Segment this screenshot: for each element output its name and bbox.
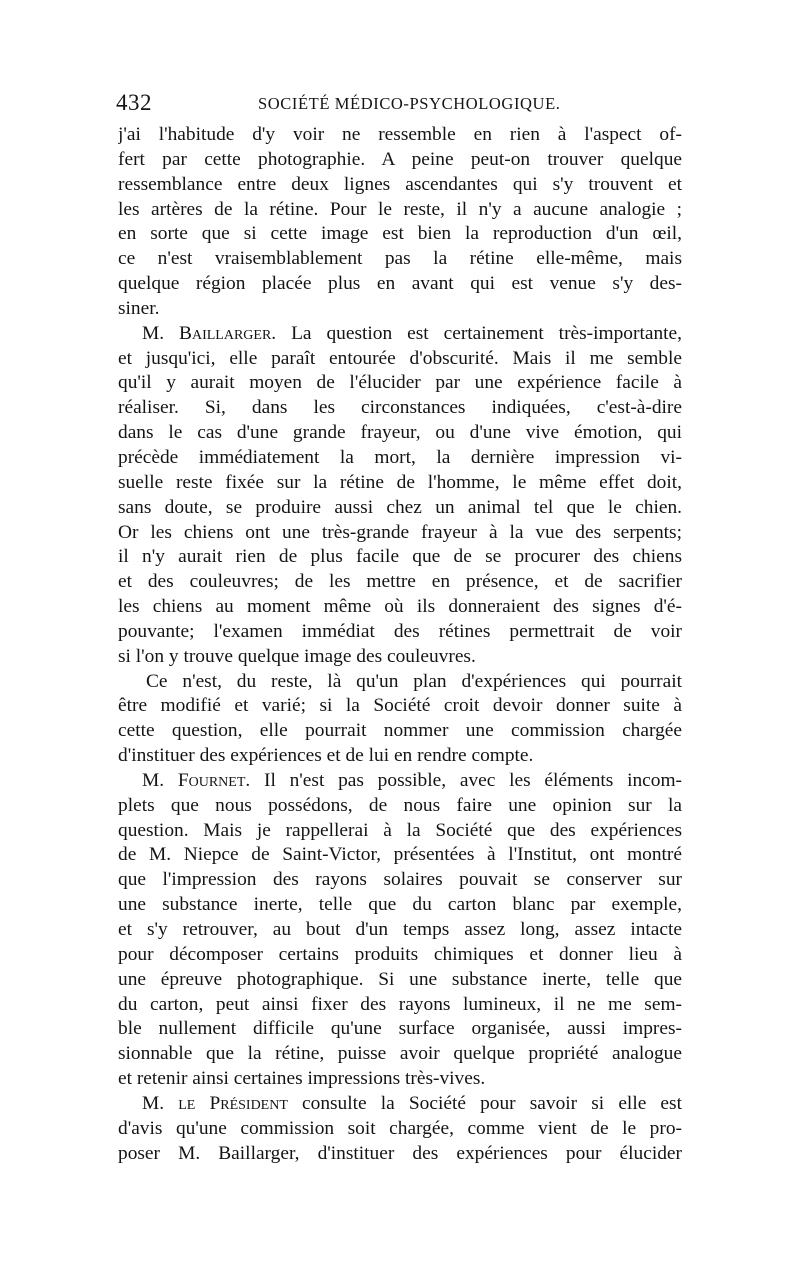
text-line: j'ai l'habitude d'y voir ne ressemble en rien à l'aspect of-	[118, 124, 682, 145]
text-line: ressemblance entre deux lignes ascendantes qui s'y trouvent et	[118, 173, 682, 195]
text-line: de M. Niepce de Saint-Victor, présentées à l'Institut, ont montré	[118, 844, 682, 866]
text-line: en sorte que si cette image est bien la reproduction d'un œil,	[118, 223, 682, 245]
speaker-name: M. Fournet.	[142, 769, 251, 791]
body-text	[118, 123, 682, 1166]
text-line: qu'il y aurait moyen de l'élucider par une expérience facile à	[118, 372, 682, 394]
text-line: précède immédiatement la mort, la dernière impression vi-	[118, 446, 682, 468]
text-line: si l'on y trouve quelque image des couleuvres.	[118, 645, 476, 667]
text-line: plets que nous possédons, de nous faire une opinion sur la	[118, 794, 682, 816]
text-line: pouvante; l'examen immédiat des rétines permettrait de voir	[118, 620, 682, 642]
text-line: que l'impression des rayons solaires pouvait se conserver sur	[118, 869, 682, 891]
text-line: M. le Président consulte la Société pour savoir si elle est	[142, 1092, 682, 1114]
text-line: question. Mais je rappellerai à la Société que des expériences	[118, 819, 682, 841]
text-line: d'instituer des expériences et de lui en rendre compte.	[118, 745, 534, 767]
text-line: Ce n'est, du reste, là qu'un plan d'expériences qui pourrait	[146, 670, 682, 692]
running-head: SOCIÉTÉ MÉDICO-PSYCHOLOGIQUE.	[258, 94, 561, 113]
text-line: et s'y retrouver, au bout d'un temps assez long, assez intacte	[118, 919, 682, 940]
text-line: et retenir ainsi certaines impressions très-vives.	[118, 1068, 486, 1090]
text-line: et jusqu'ici, elle paraît entourée d'obscurité. Mais il me semble	[118, 347, 682, 369]
text-line: sans doute, se produire aussi chez un animal tel que le chien.	[118, 496, 682, 518]
page-number: 432	[116, 90, 152, 115]
text-line: siner.	[118, 297, 160, 319]
text-line: une substance inerte, telle que du carton blanc par exemple,	[118, 894, 682, 916]
text-line: sionnable que la rétine, puisse avoir quelque propriété analogue	[118, 1043, 682, 1065]
text-line: être modifié et varié; si la Société croit devoir donner suite à	[118, 695, 682, 717]
text-line: ble nullement difficile qu'une surface organisée, aussi impres-	[118, 1018, 682, 1040]
text-line: M. Fournet. Il n'est pas possible, avec les éléments incom-	[142, 769, 682, 791]
page-header	[116, 90, 684, 118]
text-line: dans le cas d'une grande frayeur, ou d'une vive émotion, qui	[118, 422, 682, 444]
text-line: Or les chiens ont une très-grande frayeur à la vue des serpents;	[118, 521, 682, 543]
text-line: il n'y aurait rien de plus facile que de se procurer des chiens	[118, 546, 682, 568]
text-line: les artères de la rétine. Pour le reste, il n'y a aucune analogie ;	[118, 198, 682, 220]
text-line: quelque région placée plus en avant qui est venue s'y des-	[118, 273, 682, 295]
text-line: d'avis qu'une commission soit chargée, comme vient de le pro-	[118, 1117, 682, 1139]
text-line: ce n'est vraisemblablement pas la rétine elle-même, mais	[118, 248, 682, 270]
text-line: pour décomposer certains produits chimiques et donner lieu à	[118, 943, 682, 965]
text-line: les chiens au moment même où ils donneraient des signes d'é-	[118, 596, 682, 618]
text-line: M. Baillarger. La question est certainement très-importante,	[142, 322, 682, 344]
text-line: suelle reste fixée sur la rétine de l'homme, le même effet doit,	[118, 471, 682, 493]
text-line: une épreuve photographique. Si une substance inerte, telle que	[118, 968, 682, 990]
speaker-name: M. le Président	[142, 1092, 288, 1114]
text-line: du carton, peut ainsi fixer des rayons lumineux, il ne me sem-	[118, 993, 682, 1015]
text-line: fert par cette photographie. A peine peut-on trouver quelque	[118, 148, 682, 170]
text-line: cette question, elle pourrait nommer une commission chargée	[118, 720, 682, 742]
text-line: poser M. Baillarger, d'instituer des expériences pour élucider	[118, 1142, 682, 1164]
text-line: réaliser. Si, dans les circonstances indiquées, c'est-à-dire	[118, 397, 682, 419]
text-line: et des couleuvres; de les mettre en présence, et de sacrifier	[118, 571, 682, 593]
speaker-name: M. Baillarger.	[142, 322, 277, 344]
